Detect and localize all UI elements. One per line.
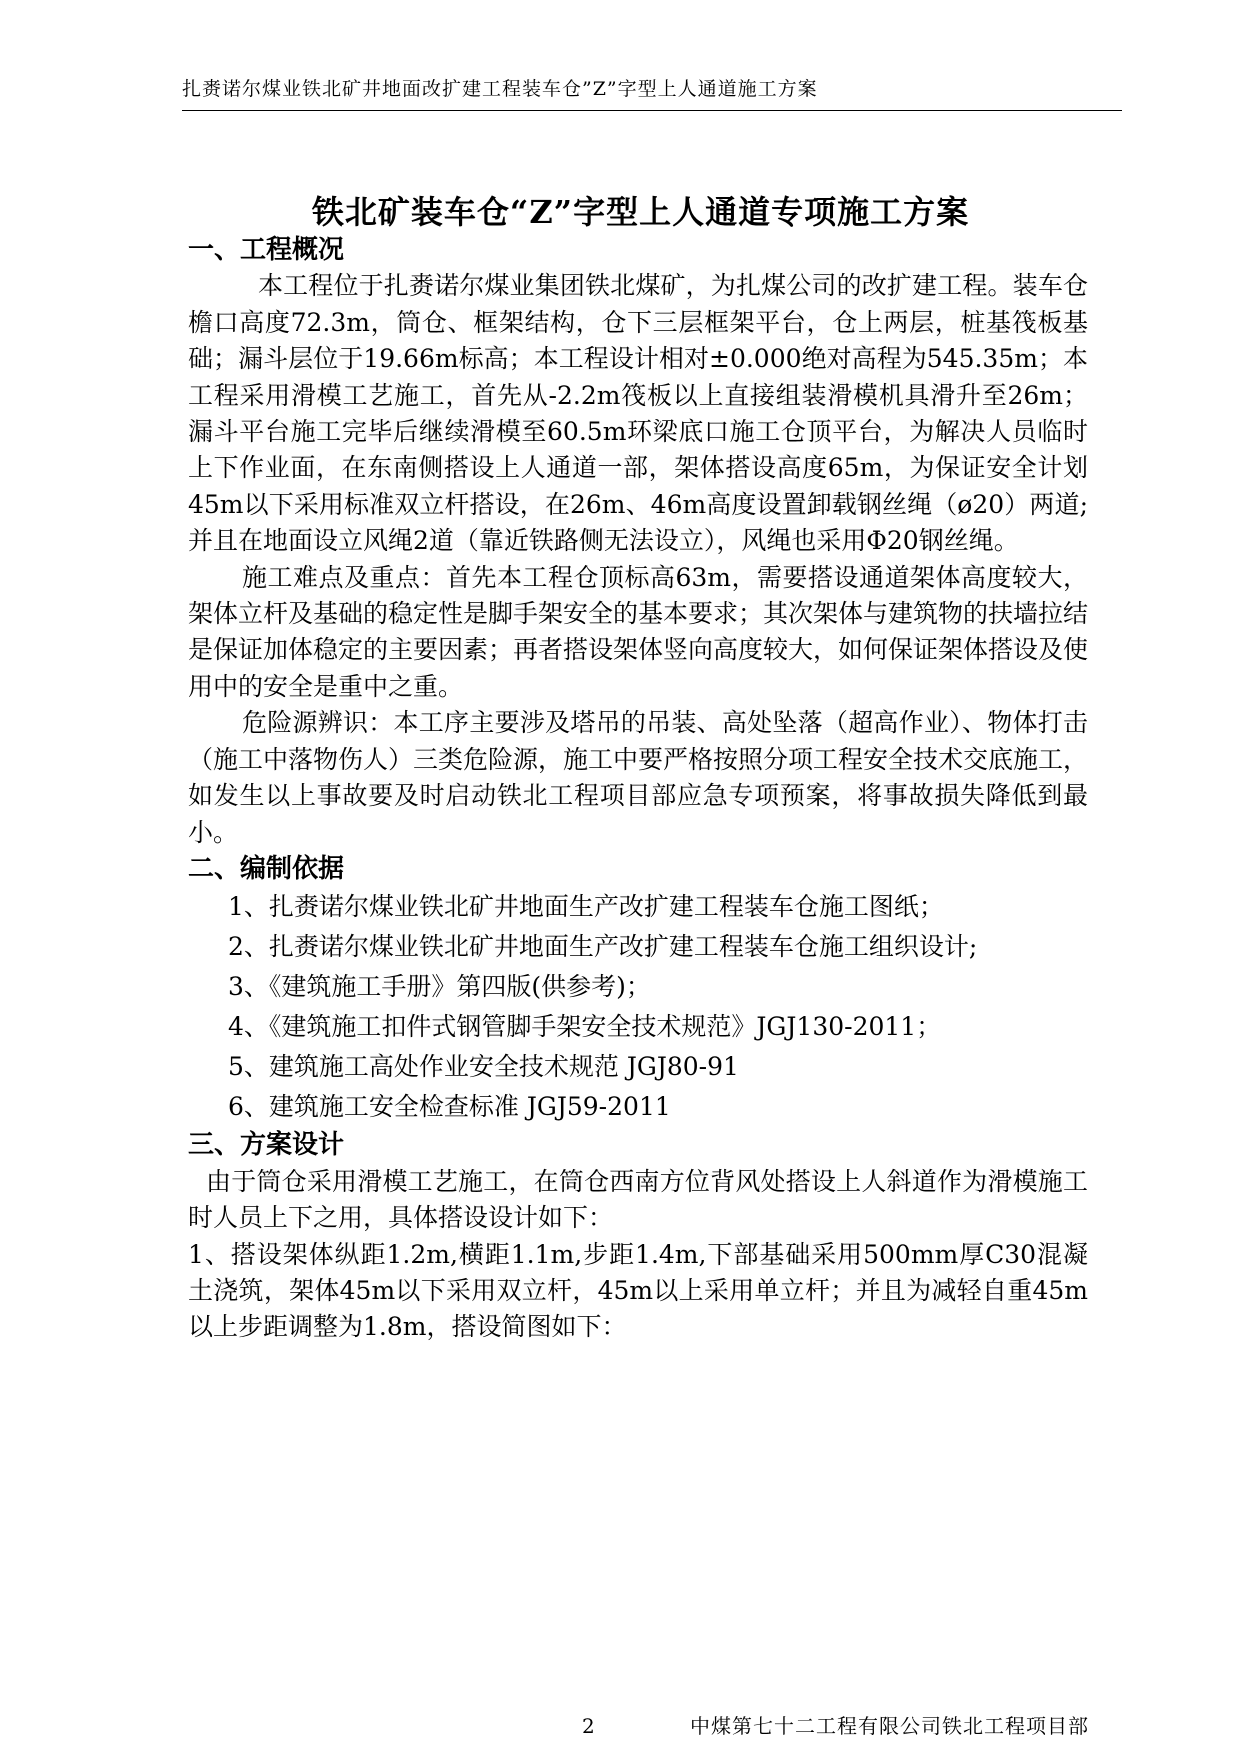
section-heading-design: 三、方案设计	[188, 1130, 345, 1161]
footer-organization: 中煤第七十二工程有限公司铁北工程项目部	[690, 1714, 1089, 1738]
document-body	[188, 232, 1088, 1346]
paragraph-overview: 本工程位于扎赉诺尔煤业集团铁北煤矿，为扎煤公司的改扩建工程。装车仓檐口高度72.3m，筒仓、框架结构，仓下三层框架平台，仓上两层，桩基筏板基础；漏斗层位于19.66m标高；本工程设计相对±0.000绝对高程为545.35m；本工程采用滑模工艺施工，首先从-2.2m筏板以上直接组装滑模机具滑升至26m；漏斗平台施工完毕后继续滑模至60.5m环梁底口施工仓顶平台，为解决人员临时上下作业面，在东南侧搭设上人通道一部，架体搭设高度65m，为保证安全计划45m以下采用标准双立杆搭设，在26m、46m高度设置卸载钢丝绳（ø20）两道;并且在地面设立风绳2道（靠近铁路侧无法设立），风绳也采用Φ20钢丝绳。	[188, 271, 1088, 556]
paragraph-design-intro: 由于筒仓采用滑模工艺施工，在筒仓西南方位背风处搭设上人斜道作为滑模施工时人员上下之用，具体搭设设计如下：	[188, 1166, 1088, 1233]
reference-item: 6、建筑施工安全检查标准 JGJ59-2011	[228, 1092, 671, 1122]
reference-item: 1、扎赉诺尔煤业铁北矿井地面生产改扩建工程装车仓施工图纸；	[228, 892, 944, 922]
reference-list	[188, 887, 1088, 1127]
page-number: 2	[582, 1714, 595, 1738]
reference-item: 3、《建筑施工手册》第四版(供参考)；	[228, 972, 651, 1002]
reference-item: 4、《建筑施工扣件式钢管脚手架安全技术规范》JGJ130-2011；	[228, 1012, 942, 1042]
reference-item: 5、建筑施工高处作业安全技术规范 JGJ80-91	[228, 1052, 739, 1082]
paragraph-difficulties: 施工难点及重点：首先本工程仓顶标高63m，需要搭设通道架体高度较大，架体立杆及基础的稳定性是脚手架安全的基本要求；其次架体与建筑物的扶墙拉结是保证加体稳定的主要因素；再者搭设架体竖向高度较大，如何保证架体搭设及使用中的安全是重中之重。	[188, 562, 1089, 701]
section-heading-basis: 二、编制依据	[188, 853, 345, 884]
document-title: 铁北矿装车仓“Z”字型上人通道专项施工方案	[311, 193, 970, 231]
paragraph-hazards: 危险源辨识：本工序主要涉及塔吊的吊装、高处坠落（超高作业）、物体打击（施工中落物伤人）三类危险源，施工中要严格按照分项工程安全技术交底施工，如发生以上事故要及时启动铁北工程项目部应急专项预案，将事故损失降低到最小。	[188, 708, 1089, 847]
paragraph-design-spec: 1、搭设架体纵距1.2m,横距1.1m,步距1.4m,下部基础采用500mm厚C30混凝土浇筑，架体45m以下采用双立杆，45m以上采用单立杆；并且为减轻自重45m以上步距调整为1.8m，搭设简图如下：	[188, 1239, 1088, 1342]
reference-item: 2、扎赉诺尔煤业铁北矿井地面生产改扩建工程装车仓施工组织设计;	[228, 932, 978, 962]
page-header: 扎赉诺尔煤业铁北矿井地面改扩建工程装车仓”Z”字型上人通道施工方案	[182, 74, 1122, 111]
section-heading-overview: 一、工程概况	[188, 235, 345, 265]
